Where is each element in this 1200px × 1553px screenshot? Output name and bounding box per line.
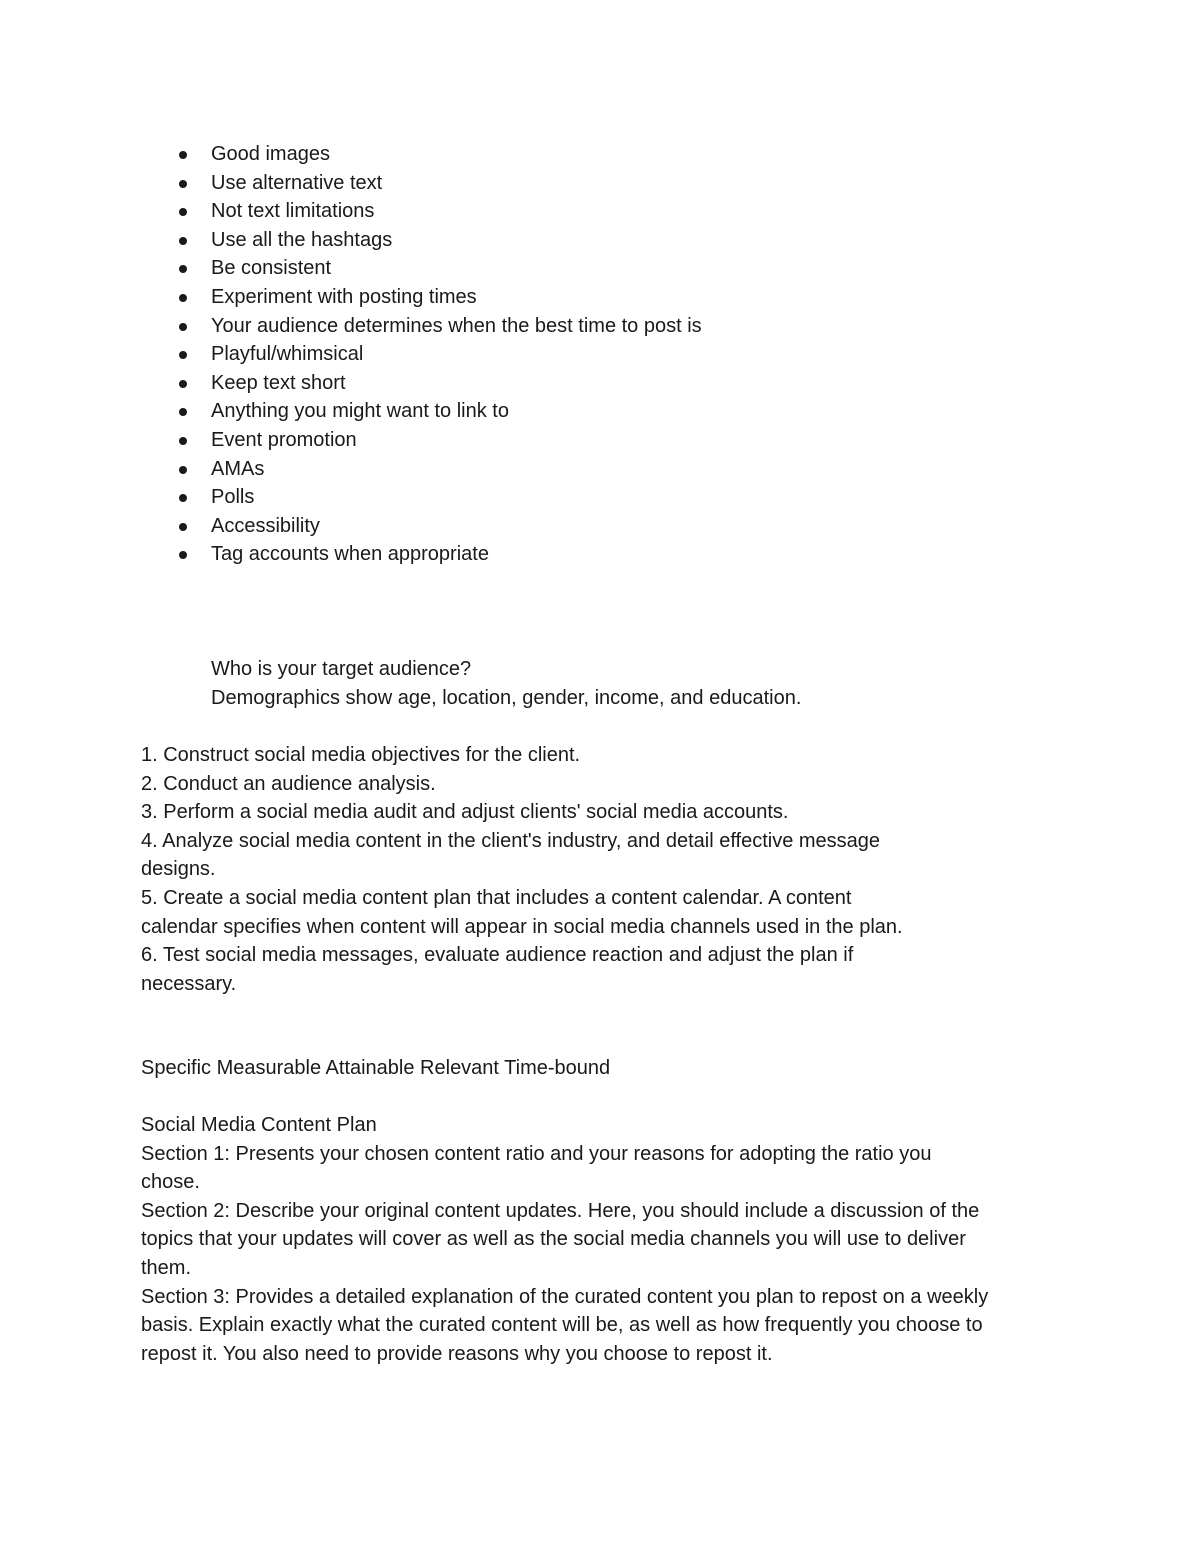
- list-item: Event promotion: [0, 426, 702, 455]
- list-item: Use alternative text: [0, 169, 702, 198]
- list-item: Accessibility: [0, 512, 702, 541]
- bullet-icon: [179, 208, 187, 216]
- list-item: Polls: [0, 483, 702, 512]
- plan-line: chose.: [141, 1171, 200, 1194]
- bullet-icon: [179, 351, 187, 359]
- bullet-icon: [179, 494, 187, 502]
- bullet-icon: [179, 237, 187, 245]
- step-line: designs.: [141, 858, 216, 881]
- list-item: Tag accounts when appropriate: [0, 540, 702, 569]
- plan-line: basis. Explain exactly what the curated content will be, as well as how frequently you choose to: [141, 1314, 983, 1337]
- content-plan-section: [141, 1111, 988, 1368]
- bullet-icon: [179, 265, 187, 273]
- plan-line: Section 1: Presents your chosen content ratio and your reasons for adopting the ratio you: [141, 1142, 932, 1165]
- list-item: Keep text short: [0, 369, 702, 398]
- step-line: 3. Perform a social media audit and adjust clients' social media accounts.: [141, 801, 789, 824]
- numbered-steps: [141, 741, 903, 998]
- list-item: AMAs: [0, 455, 702, 484]
- list-item: Be consistent: [0, 254, 702, 283]
- target-audience-section: [211, 655, 801, 712]
- bullet-icon: [179, 408, 187, 416]
- step-line: 2. Conduct an audience analysis.: [141, 772, 436, 795]
- plan-line: Section 3: Provides a detailed explanation of the curated content you plan to repost on a weekly: [141, 1285, 989, 1308]
- smart-criteria: Specific Measurable Attainable Relevant Time-bound: [141, 1057, 611, 1079]
- bullet-icon: [179, 466, 187, 474]
- bullet-icon: [179, 380, 187, 388]
- list-item: Your audience determines when the best time to post is: [0, 312, 702, 341]
- bullet-icon: [179, 180, 187, 188]
- step-line: calendar specifies when content will appear in social media channels used in the plan.: [141, 915, 903, 938]
- list-item: Good images: [0, 140, 702, 169]
- step-line: 1. Construct social media objectives for the client.: [141, 744, 581, 766]
- audience-question: Who is your target audience?: [211, 658, 472, 680]
- list-item: Use all the hashtags: [0, 226, 702, 255]
- plan-line: topics that your updates will cover as well as the social media channels you will use to deliver: [141, 1228, 966, 1251]
- bullet-icon: [179, 437, 187, 445]
- bullet-icon: [179, 151, 187, 159]
- list-item: Anything you might want to link to: [0, 397, 702, 426]
- content-plan-title: Social Media Content Plan: [141, 1114, 377, 1136]
- list-item: Experiment with posting times: [0, 283, 702, 312]
- step-line: 4. Analyze social media content in the client's industry, and detail effective message: [141, 829, 881, 852]
- step-line: 5. Create a social media content plan that includes a content calendar. A content: [141, 886, 852, 909]
- list-item: Playful/whimsical: [0, 340, 702, 369]
- plan-line: Section 2: Describe your original content updates. Here, you should include a discussion of the: [141, 1199, 980, 1222]
- step-line: necessary.: [141, 972, 237, 995]
- audience-demographics: Demographics show age, location, gender, income, and education.: [211, 686, 802, 709]
- plan-line: repost it. You also need to provide reasons why you choose to repost it.: [141, 1342, 773, 1365]
- plan-line: them.: [141, 1256, 192, 1279]
- bullet-icon: [179, 294, 187, 302]
- tips-bullet-list: [0, 140, 702, 569]
- bullet-icon: [179, 551, 187, 559]
- list-item: Not text limitations: [0, 197, 702, 226]
- bullet-icon: [179, 523, 187, 531]
- bullet-icon: [179, 323, 187, 331]
- step-line: 6. Test social media messages, evaluate audience reaction and adjust the plan if: [141, 944, 854, 967]
